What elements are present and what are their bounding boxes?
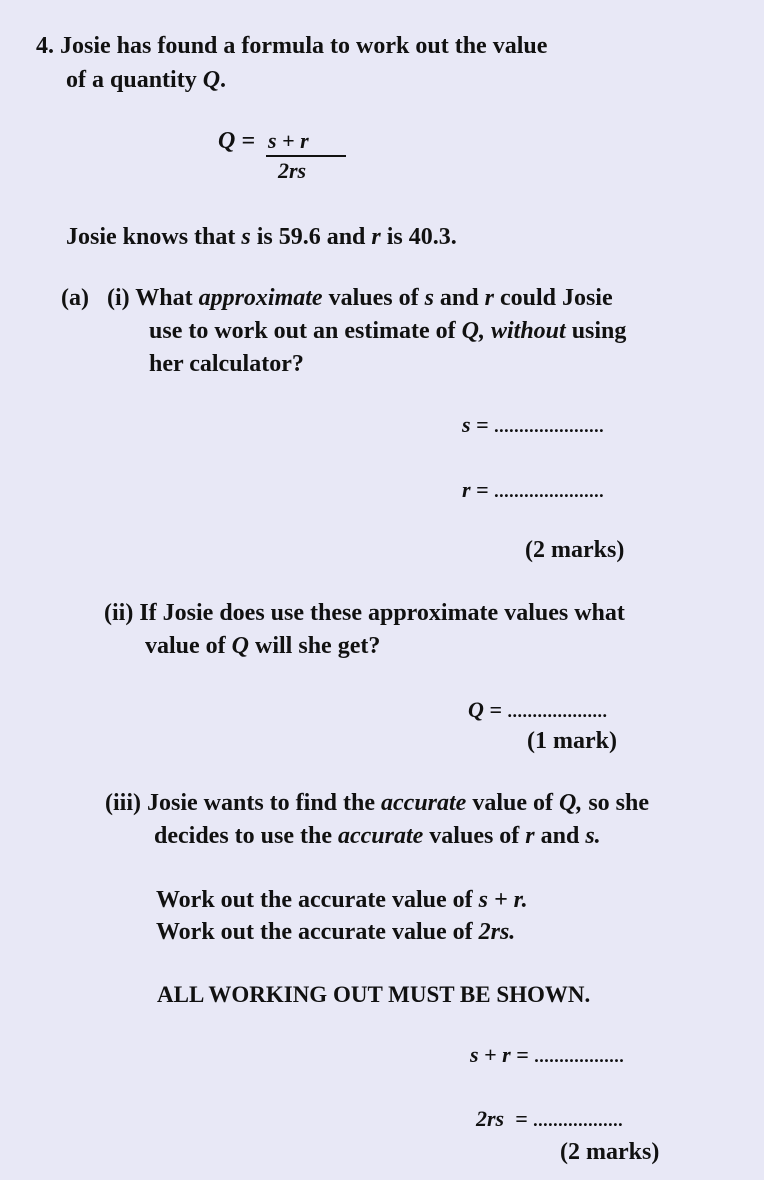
part-a-i-line-1: (a) (i) What approximate values of s and r could Josie xyxy=(61,285,613,311)
marks-a-iii: (2 marks) xyxy=(560,1139,660,1165)
part-a-ii-line-1: (ii) If Josie does use these approximate values what xyxy=(104,600,625,626)
formula-numerator: s + r xyxy=(268,128,309,153)
part-a-ii-line-2: value of Q will she get? xyxy=(145,633,381,659)
given-values: Josie knows that s is 59.6 and r is 40.3. xyxy=(66,224,457,250)
part-a-i-line-3: her calculator? xyxy=(149,351,304,377)
part-a-i-line-2: use to work out an estimate of Q, without using xyxy=(149,318,627,344)
part-a-i-label: (a) (i) xyxy=(61,285,130,311)
all-working-notice: ALL WORKING OUT MUST BE SHOWN. xyxy=(157,982,591,1007)
formula-denominator: 2rs xyxy=(278,158,307,183)
question-number: 4. xyxy=(36,33,54,59)
answer-line-q[interactable]: Q = .................... xyxy=(468,697,608,722)
answer-line-2rs[interactable]: 2rs = .................. xyxy=(476,1106,624,1131)
part-a-iii-line-1: (iii) Josie wants to find the accurate value of Q, so she xyxy=(105,790,650,816)
answer-line-s-plus-r[interactable]: s + r = .................. xyxy=(470,1042,625,1067)
marks-a-i: (2 marks) xyxy=(525,537,625,563)
marks-a-ii: (1 mark) xyxy=(527,728,617,754)
fraction-bar xyxy=(266,155,346,157)
question-number-line xyxy=(36,31,547,61)
intro-line-2: of a quantity Q. xyxy=(66,67,227,93)
formula-lhs: Q = xyxy=(218,128,256,154)
part-a-iii-line-2: decides to use the accurate values of r and s. xyxy=(154,823,601,849)
work-instruction-1: Work out the accurate value of s + r. xyxy=(156,887,528,913)
formula xyxy=(218,128,348,188)
intro-line-1: Josie has found a formula to work out the value xyxy=(60,33,548,59)
work-instruction-2: Work out the accurate value of 2rs. xyxy=(156,919,516,945)
answer-line-s[interactable]: s = ...................... xyxy=(462,412,605,437)
answer-line-r[interactable]: r = ...................... xyxy=(462,477,605,502)
